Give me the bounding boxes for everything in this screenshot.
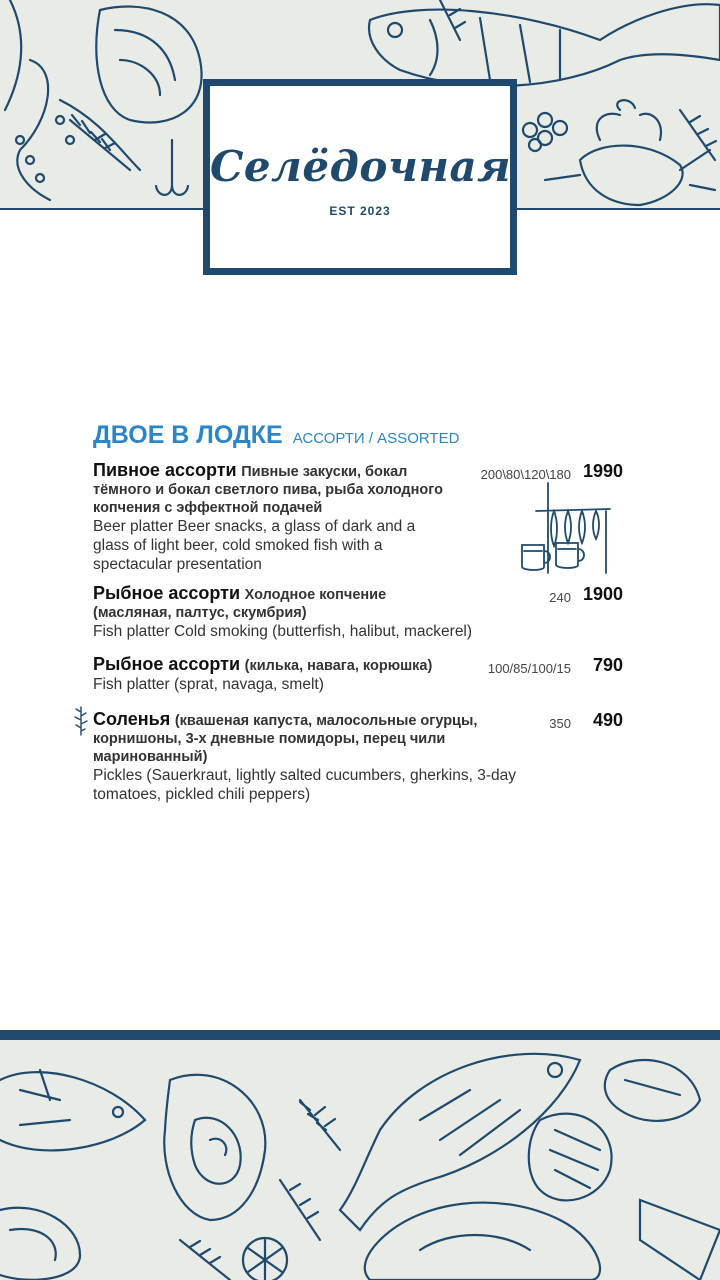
item-name: Соленья — [93, 709, 171, 729]
bottom-seafood-banner — [0, 1030, 720, 1280]
item-price: 1900 — [582, 584, 623, 604]
item-description-en: Beer platter Beer snacks, a glass of dark and a glass of light beer, cold smoked fish with a spectacular presentation — [93, 518, 416, 573]
menu-item-beer-platter — [93, 461, 623, 573]
dill-icon — [73, 706, 89, 736]
item-name: Рыбное ассорти — [93, 583, 241, 603]
item-weight: 350 — [549, 716, 571, 731]
logo-subtitle: EST 2023 — [329, 204, 391, 218]
menu-item-pickles — [93, 710, 623, 806]
logo-box — [203, 79, 517, 275]
section-title: ДВОЕ В ЛОДКЕ — [93, 421, 283, 449]
menu-item-fish-platter-smoked — [93, 584, 623, 644]
item-description-ru: (квашеная капуста, малосольные огурцы, корнишоны, 3-х дневные помидоры, перец чили маринованный) — [93, 713, 478, 765]
item-description-en: Pickles (Sauerkraut, lightly salted cucumbers, gherkins, 3-day tomatoes, pickled chili peppers) — [93, 767, 516, 803]
menu-item-fish-platter-sprat — [93, 655, 623, 699]
section-subtitle: АССОРТИ / ASSORTED — [292, 430, 460, 447]
item-name: Рыбное ассорти — [93, 654, 241, 674]
logo-title: Селёдочная — [210, 142, 512, 191]
item-price: 790 — [592, 655, 623, 675]
item-description-en: Fish platter Cold smoking (butterfish, halibut, mackerel) — [93, 623, 473, 640]
seafood-pattern-bottom — [0, 1040, 720, 1280]
beer-fish-illustration-icon — [518, 481, 614, 575]
item-price: 490 — [592, 710, 623, 730]
item-name: Пивное ассорти — [93, 460, 237, 480]
item-description-en: Fish platter (sprat, navaga, smelt) — [93, 676, 324, 693]
item-weight: 240 — [549, 590, 571, 605]
item-description-ru: Пивные закуски, бокал тёмного и бокал светлого пива, рыба холодного копчения с эффектной подачей — [93, 464, 443, 516]
item-price: 1990 — [582, 461, 623, 481]
item-weight: 200\80\120\180 — [480, 467, 571, 482]
item-description-ru: (килька, навага, корюшка) — [244, 658, 433, 674]
item-description-ru: Холодное копчение (масляная, палтус, скумбрия) — [93, 587, 387, 621]
section-header — [93, 421, 459, 450]
item-weight: 100/85/100/15 — [487, 661, 571, 676]
